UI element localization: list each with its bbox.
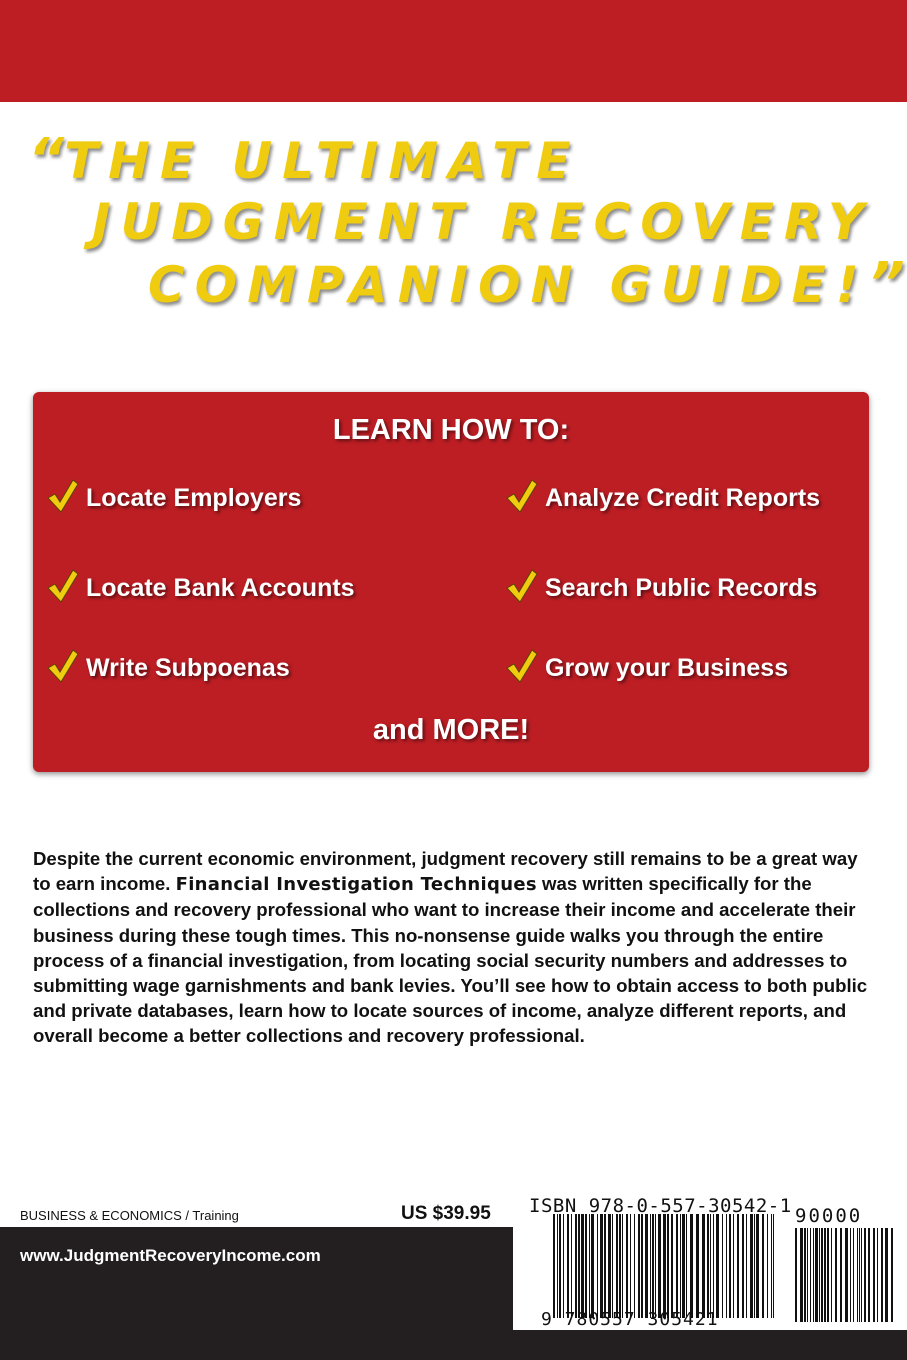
close-quote: ” [868,251,905,316]
checkmark-icon [46,648,80,684]
description-part-2: was written specifically for the collections and recovery professional who want to increase their income and accelerate their business during these tough times. This no-nonsense guide walks you through the entire process of a financial investigation, from locating social security numbers and addresses to submitting wage garnishments and bank levies. You’ll see how to obtain access to both public and private databases, learn how to locate sources of income, analyze different reports, and overall become a better collections and recovery professional. [33,873,868,1047]
website-url: www.JudgmentRecoveryIncome.com [20,1246,321,1265]
learn-item-label: Write Subpoenas [86,654,290,682]
headline-line-3 [148,251,905,316]
bisac-category: BUSINESS & ECONOMICS / Training [20,1208,239,1223]
headline [0,124,907,324]
checkmark-icon [46,478,80,514]
barcode-digits: 9 780557 305421 [541,1309,719,1330]
learn-how-to-panel [33,392,869,772]
learn-title: LEARN HOW TO: [332,414,570,446]
checkmark-icon [505,568,539,604]
learn-item-label: Grow your Business [545,654,789,682]
price-label: US $39.95 [401,1203,491,1224]
checkmark-icon [46,568,80,604]
learn-item-label: Locate Employers [86,484,302,512]
checkmark-icon [505,648,539,684]
description-part-1: Despite the current economic environment, judgment recovery still remains to be a great way to earn income. [33,848,858,895]
checkmark-icon [505,478,539,514]
book-title: Financial Investigation Techniques [175,874,537,896]
learn-item-label: Search Public Records [545,574,818,602]
and-more-text: and MORE! [372,714,530,746]
description-paragraph [33,846,869,1049]
learn-item-label: Locate Bank Accounts [86,574,355,602]
headline-line-1 [28,127,581,192]
top-color-band [0,0,907,102]
open-quote: “ [28,127,65,192]
headline-text-1: THE ULTIMATE [64,132,581,190]
barcode-block [513,1190,907,1330]
isbn-label: ISBN 978-0-557-30542-1 [529,1195,792,1217]
headline-text-3: COMPANION GUIDE! [148,256,869,314]
headline-line-2: JUDGMENT RECOVERY [92,193,875,251]
barcode-addon-digits: 90000 [795,1205,863,1227]
learn-item-label: Analyze Credit Reports [545,484,821,512]
